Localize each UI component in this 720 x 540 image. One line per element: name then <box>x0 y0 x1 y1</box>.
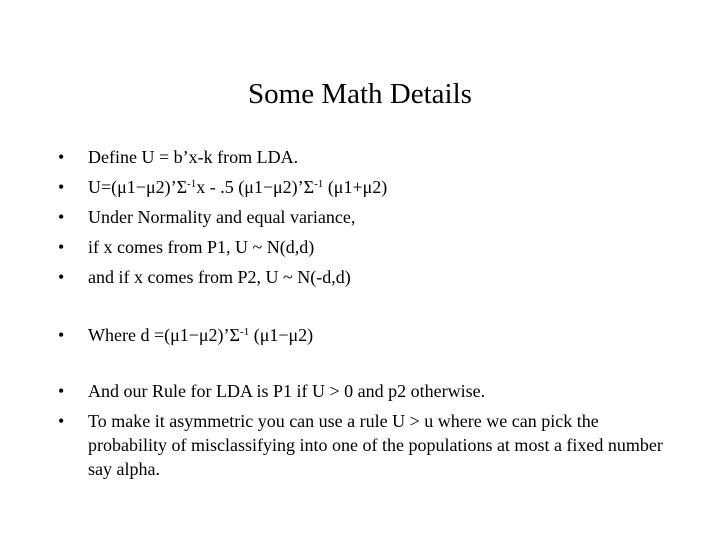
bullet-text: Under Normality and equal variance, <box>88 207 356 227</box>
bullet-item <box>58 172 678 202</box>
bullet-item <box>58 142 678 172</box>
bullet-icon: • <box>58 207 65 227</box>
bullet-icon: • <box>58 381 65 401</box>
bullet-item <box>58 320 678 350</box>
spacer <box>58 350 678 376</box>
bullet-text: Define U = b’x-k from LDA. <box>88 147 299 167</box>
bullet-icon: • <box>58 267 65 287</box>
bullet-list <box>58 142 678 481</box>
bullet-text: And our Rule for LDA is P1 if U > 0 and p2 otherwise. <box>88 381 486 401</box>
bullet-text: $U=(\mu 1-\mu 2)’\Sigma^{-1}x - .5$ $(\mu 1-\mu 2)’\Sigma^{-1}$ (μ1+μ2) <box>88 177 388 197</box>
bullet-icon: • <box>58 147 65 167</box>
bullet-icon: • <box>58 177 65 197</box>
bullet-item <box>58 232 678 262</box>
bullet-text: if x comes from P1, U ~ N(d,d) <box>88 237 315 257</box>
slide-title: Some Math Details <box>248 78 472 110</box>
bullet-icon: • <box>58 325 65 345</box>
spacer <box>58 292 678 320</box>
bullet-item <box>58 202 678 232</box>
bullet-text: To make it asymmetric you can use a rule U > u where we can pick the probability of misclassifying into one of the populations at most a fixed number say alpha. <box>88 411 663 479</box>
bullet-text: and if x comes from P2, U ~ N(-d,d) <box>88 267 351 287</box>
bullet-icon: • <box>58 237 65 257</box>
bullet-item <box>58 376 678 406</box>
bullet-item <box>58 262 678 292</box>
bullet-item <box>58 409 678 481</box>
bullet-icon: • <box>58 411 65 431</box>
bullet-text: Where $d =(\mu 1-\mu 2)’\Sigma^{-1}$ (μ1−μ2) <box>88 325 314 345</box>
